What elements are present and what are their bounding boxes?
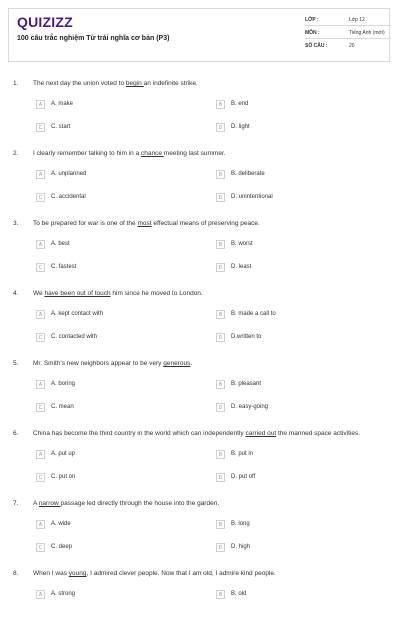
question-number: 4. [13,290,19,297]
question-number: 7. [13,500,19,507]
question-text [33,570,276,577]
option-label: A. best [51,241,70,247]
option-letter-box[interactable]: B [216,170,225,179]
question-number: 6. [13,430,19,437]
question-text-after: him since he moved to London. [110,290,203,297]
underlined-key-word: most [137,220,152,227]
option-letter-box[interactable]: B [216,310,225,319]
meta-value: Lớp 12 [349,17,365,23]
option-letter-box[interactable]: B [216,100,225,109]
question-text-before: We [33,290,45,297]
question-text-before: A [33,500,39,507]
option-letter-box[interactable]: A [36,590,45,599]
option-letter-box[interactable]: A [36,100,45,109]
question-number: 2. [13,150,19,157]
question-text [33,220,260,227]
option-label: C. contacted with [51,334,98,340]
option-label: B. pleasant [231,381,262,387]
question-text [33,500,219,507]
option-letter-box[interactable]: C [36,403,45,412]
underlined-key-word: generous [163,360,191,367]
question-number: 3. [13,220,19,227]
option-label: A. boring [51,381,76,387]
question-text-after: effectual means of preserving peace. [151,220,260,227]
option-letter-box[interactable]: D [216,403,225,412]
option-letter-box[interactable]: D [216,263,225,272]
option-label: B. old [231,591,247,597]
question-text-before: The next day the union voted to [33,80,126,87]
option-label: A. put up [51,451,76,457]
option-letter-box[interactable]: B [216,380,225,389]
option-label: D. put off [231,474,256,480]
worksheet-title: 100 câu trắc nghiệm Từ trái nghĩa cơ bản (P3) [17,35,170,42]
underlined-key-word: have been out of touch [44,290,111,297]
question-text [33,290,203,297]
option-label: D. easy-going [231,404,269,410]
option-label: D.written to [231,334,262,340]
option-label: C. accidental [51,194,86,200]
question-number: 8. [13,570,19,577]
question-text-after: , I admired clever people. Now that I am old, I admire kind people. [86,570,276,577]
option-label: D. light [231,124,250,130]
underlined-key-word: begin [125,80,144,87]
question-text-after: an indefinite strike. [143,80,198,87]
option-letter-box[interactable]: B [216,590,225,599]
option-label: B. worst [231,241,253,247]
option-label: A. make [51,101,74,107]
meta-row-subject [305,26,391,39]
option-label: A. kept contact with [51,311,104,317]
question-item [0,80,400,150]
option-label: B. deliberate [231,171,265,177]
question-item [0,360,400,430]
option-label: B. made a call to [231,311,276,317]
option-letter-box[interactable]: D [216,543,225,552]
option-letter-box[interactable]: A [36,170,45,179]
option-letter-box[interactable]: D [216,473,225,482]
option-label: C. deep [51,544,73,550]
option-label: D. least [231,264,252,270]
option-label: B. put in [231,451,254,457]
option-letter-box[interactable]: C [36,193,45,202]
option-label: D. unintentional [231,194,273,200]
question-text-after: passage led directly through the house into the garden. [60,500,220,507]
question-item [0,220,400,290]
option-letter-box[interactable]: C [36,473,45,482]
option-label: B. end [231,101,249,107]
option-letter-box[interactable]: A [36,520,45,529]
underlined-key-word: young [68,570,87,577]
option-letter-box[interactable]: A [36,240,45,249]
option-letter-box[interactable]: A [36,380,45,389]
meta-label: LỚP : [305,17,319,23]
question-text-before: When I was [33,570,69,577]
option-letter-box[interactable]: A [36,310,45,319]
meta-label: SỐ CÂU : [305,43,328,49]
question-text [33,80,198,87]
question-text-before: China has become the third country in the world which can independently [33,430,246,437]
quizizz-logo: QUIZIZZ [17,14,73,30]
worksheet-header [8,8,390,62]
question-item [0,290,400,360]
question-number: 1. [13,80,19,87]
question-text-before: I clearly remember talking to him in a [33,150,142,157]
question-text-before: To be prepared for war is one of the [33,220,138,227]
option-letter-box[interactable]: C [36,263,45,272]
question-item [0,150,400,220]
question-number: 5. [13,360,19,367]
question-text-after: meeting last summer. [163,150,226,157]
question-text [33,430,360,437]
option-label: A. unplanned [51,171,87,177]
option-label: A. wide [51,521,71,527]
option-label: D. high [231,544,251,550]
question-text [33,150,226,157]
question-item [0,570,400,640]
meta-value: 20 [349,43,355,49]
question-text [33,360,192,367]
option-letter-box[interactable]: B [216,240,225,249]
option-letter-box[interactable]: D [216,193,225,202]
option-letter-box[interactable]: C [36,543,45,552]
option-label: B. long [231,521,250,527]
option-label: C. start [51,124,71,130]
meta-value: Tiếng Anh (mới) [349,30,385,36]
option-letter-box[interactable]: B [216,520,225,529]
option-letter-box[interactable]: D [216,123,225,132]
question-item [0,430,400,500]
meta-label: MÔN : [305,30,320,36]
question-text-after: the manned space activities. [276,430,361,437]
option-letter-box[interactable]: C [36,333,45,342]
underlined-key-word: carried out [245,430,277,437]
option-letter-box[interactable]: C [36,123,45,132]
option-label: C. put on [51,474,76,480]
underlined-key-word: chance [141,150,164,157]
option-label: C. fastest [51,264,77,270]
question-item [0,500,400,570]
question-text-after: . [190,360,193,367]
worksheet-meta [305,13,391,52]
underlined-key-word: narrow [38,500,61,507]
option-letter-box[interactable]: B [216,450,225,459]
option-letter-box[interactable]: D [216,333,225,342]
option-label: A. strong [51,591,76,597]
meta-row-count [305,39,391,52]
meta-row-class [305,13,391,26]
option-letter-box[interactable]: A [36,450,45,459]
option-label: C. mean [51,404,74,410]
question-text-before: Mr. Smith's new neighbors appear to be very [33,360,164,367]
